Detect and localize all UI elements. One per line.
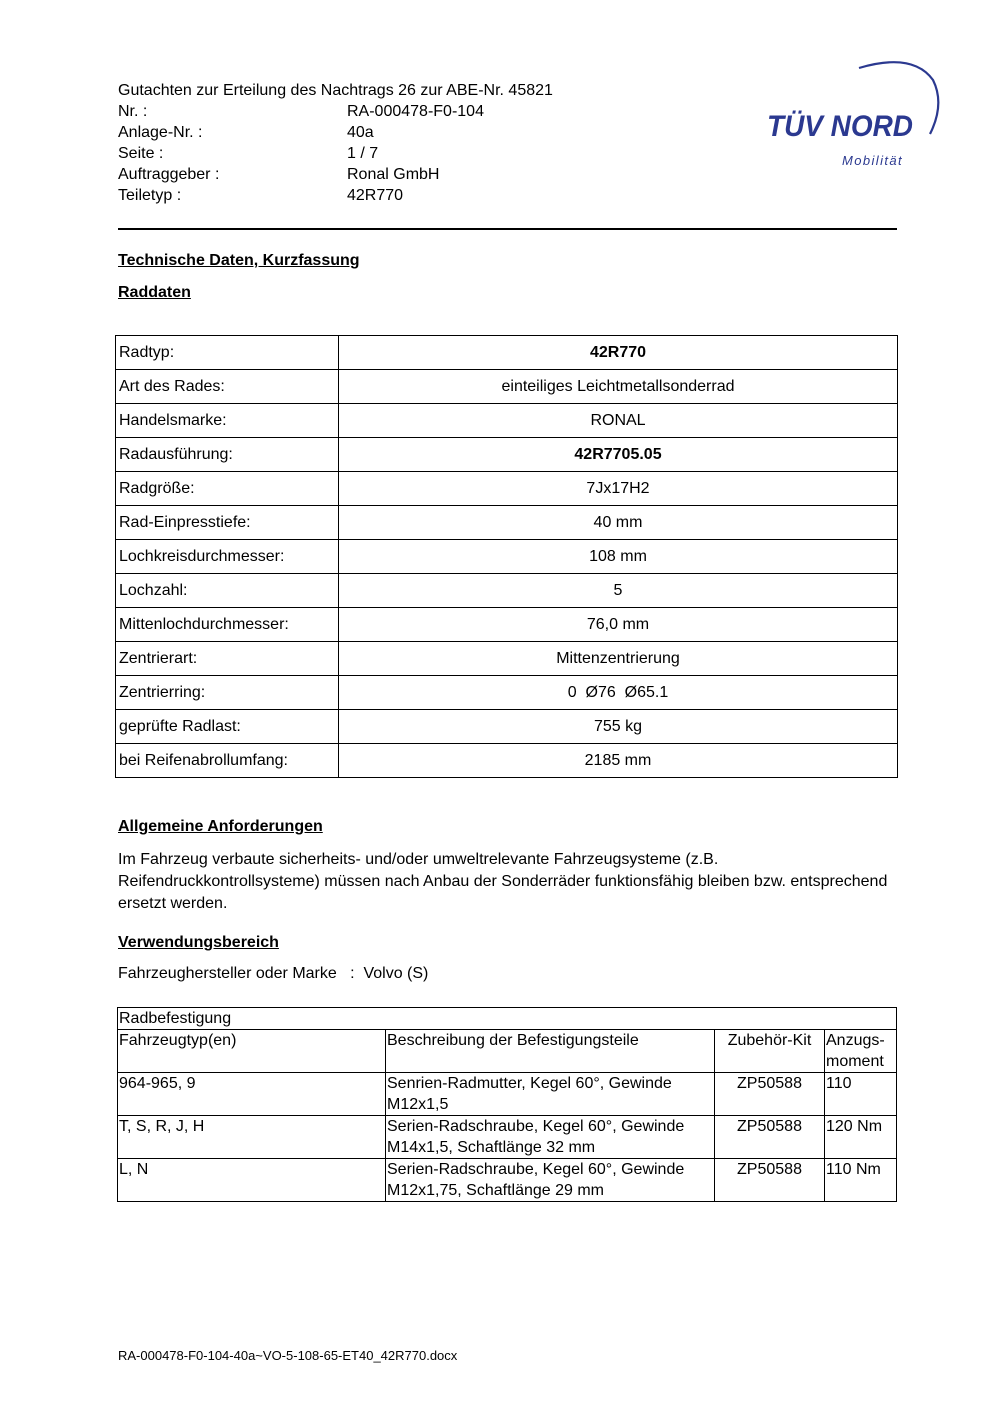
table-row bbox=[116, 608, 898, 642]
table-row bbox=[116, 472, 898, 506]
table-row bbox=[116, 438, 898, 472]
column-header: Anzugs- moment bbox=[825, 1030, 897, 1073]
table-row bbox=[116, 404, 898, 438]
table-row bbox=[116, 676, 898, 710]
general-requirements-text: Im Fahrzeug verbaute sicherheits- und/oder umweltrelevante Fahrzeugsysteme (z.B. Reifendruckkontrollsysteme) müssen nach Anbau der Sonderräder funktionsfähig bleiben bzw. entsprechend ersetzt werden. bbox=[118, 851, 888, 912]
footer-filename: RA-000478-F0-104-40a~VO-5-108-65-ET40_42R770.docx bbox=[118, 1348, 458, 1363]
manufacturer-label: Fahrzeughersteller oder Marke bbox=[118, 965, 337, 982]
row-value: Mittenzentrierung bbox=[339, 642, 898, 676]
section-heading-usage: Verwendungsbereich bbox=[118, 934, 279, 951]
column-header: Beschreibung der Befestigungsteile bbox=[386, 1030, 715, 1073]
header-value: 42R770 bbox=[347, 187, 404, 204]
header-label: Auftraggeber : bbox=[118, 166, 220, 183]
table-cell: ZP50588 bbox=[715, 1116, 825, 1159]
row-value: einteiliges Leichtmetallsonderrad bbox=[339, 370, 898, 404]
row-value: 5 bbox=[339, 574, 898, 608]
section-heading-general: Allgemeine Anforderungen bbox=[118, 818, 323, 835]
row-label: Art des Rades: bbox=[116, 370, 339, 404]
table-row bbox=[116, 336, 898, 370]
header-value: 40a bbox=[347, 124, 374, 141]
row-label: Lochzahl: bbox=[116, 574, 339, 608]
row-value: 7Jx17H2 bbox=[339, 472, 898, 506]
row-label: Zentrierart: bbox=[116, 642, 339, 676]
row-value: 0 Ø76 Ø65.1 bbox=[339, 676, 898, 710]
wheel-data-table bbox=[115, 335, 898, 778]
table-cell: L, N bbox=[118, 1159, 386, 1202]
row-value: 42R770 bbox=[339, 336, 898, 370]
row-label: geprüfte Radlast: bbox=[116, 710, 339, 744]
report-title: Gutachten zur Erteilung des Nachtrags 26 zur ABE-Nr. 45821 bbox=[118, 82, 553, 99]
section-heading-tech: Technische Daten, Kurzfassung bbox=[118, 252, 360, 269]
column-header: Fahrzeugtyp(en) bbox=[118, 1030, 386, 1073]
table-cell: Serien-Radschraube, Kegel 60°, Gewinde M12x1,75, Schaftlänge 29 mm bbox=[386, 1159, 715, 1202]
wheel-fixing-table bbox=[117, 1007, 897, 1202]
tuv-nord-logo bbox=[765, 56, 945, 171]
row-value: 108 mm bbox=[339, 540, 898, 574]
manufacturer-separator: : bbox=[350, 965, 355, 982]
table-row bbox=[116, 642, 898, 676]
table-cell: ZP50588 bbox=[715, 1159, 825, 1202]
header-divider bbox=[118, 228, 897, 230]
table-row bbox=[118, 1073, 897, 1116]
table-header-row bbox=[118, 1030, 897, 1073]
table-row bbox=[116, 506, 898, 540]
row-value: 755 kg bbox=[339, 710, 898, 744]
row-value: 76,0 mm bbox=[339, 608, 898, 642]
section-heading-wheel: Raddaten bbox=[118, 284, 191, 301]
row-value: 40 mm bbox=[339, 506, 898, 540]
table-caption: Radbefestigung bbox=[118, 1008, 897, 1030]
logo-subtitle: Mobilität bbox=[842, 153, 904, 168]
row-label: Zentrierring: bbox=[116, 676, 339, 710]
row-label: bei Reifenabrollumfang: bbox=[116, 744, 339, 778]
row-label: Radausführung: bbox=[116, 438, 339, 472]
column-header: Zubehör-Kit bbox=[715, 1030, 825, 1073]
table-cell: 110 Nm bbox=[825, 1159, 897, 1202]
header-value: Ronal GmbH bbox=[347, 166, 440, 183]
table-row bbox=[118, 1116, 897, 1159]
row-value: 42R7705.05 bbox=[339, 438, 898, 472]
table-cell: T, S, R, J, H bbox=[118, 1116, 386, 1159]
table-cell: 120 Nm bbox=[825, 1116, 897, 1159]
header-row-auftraggeber bbox=[118, 164, 553, 185]
table-caption-row bbox=[118, 1008, 897, 1030]
header-row-teiletyp bbox=[118, 185, 553, 206]
table-row bbox=[116, 540, 898, 574]
row-label: Radgröße: bbox=[116, 472, 339, 506]
row-label: Mittenlochdurchmesser: bbox=[116, 608, 339, 642]
row-value: 2185 mm bbox=[339, 744, 898, 778]
row-label: Rad-Einpresstiefe: bbox=[116, 506, 339, 540]
table-row bbox=[116, 574, 898, 608]
table-row bbox=[116, 370, 898, 404]
table-row bbox=[118, 1159, 897, 1202]
table-cell: 964-965, 9 bbox=[118, 1073, 386, 1116]
header-row-seite bbox=[118, 143, 553, 164]
row-label: Radtyp: bbox=[116, 336, 339, 370]
manufacturer-line bbox=[118, 965, 428, 983]
row-label: Handelsmarke: bbox=[116, 404, 339, 438]
table-cell: ZP50588 bbox=[715, 1073, 825, 1116]
table-row bbox=[116, 710, 898, 744]
table-cell: Serien-Radschraube, Kegel 60°, Gewinde M14x1,5, Schaftlänge 32 mm bbox=[386, 1116, 715, 1159]
row-label: Lochkreisdurchmesser: bbox=[116, 540, 339, 574]
table-cell: Senrien-Radmutter, Kegel 60°, Gewinde M12x1,5 bbox=[386, 1073, 715, 1116]
header-row-anlage bbox=[118, 122, 553, 143]
header-label: Anlage-Nr. : bbox=[118, 124, 203, 141]
header-label: Nr. : bbox=[118, 103, 148, 120]
header-value: 1 / 7 bbox=[347, 145, 379, 162]
header-row-nr bbox=[118, 101, 553, 122]
table-row bbox=[116, 744, 898, 778]
logo-brand: TÜV NORD bbox=[767, 110, 913, 143]
document-header bbox=[118, 80, 553, 206]
header-value: RA-000478-F0-104 bbox=[347, 103, 484, 120]
row-value: RONAL bbox=[339, 404, 898, 438]
manufacturer-value: Volvo (S) bbox=[363, 965, 429, 982]
header-label: Teiletyp : bbox=[118, 187, 182, 204]
header-label: Seite : bbox=[118, 145, 164, 162]
table-cell: 110 bbox=[825, 1073, 897, 1116]
